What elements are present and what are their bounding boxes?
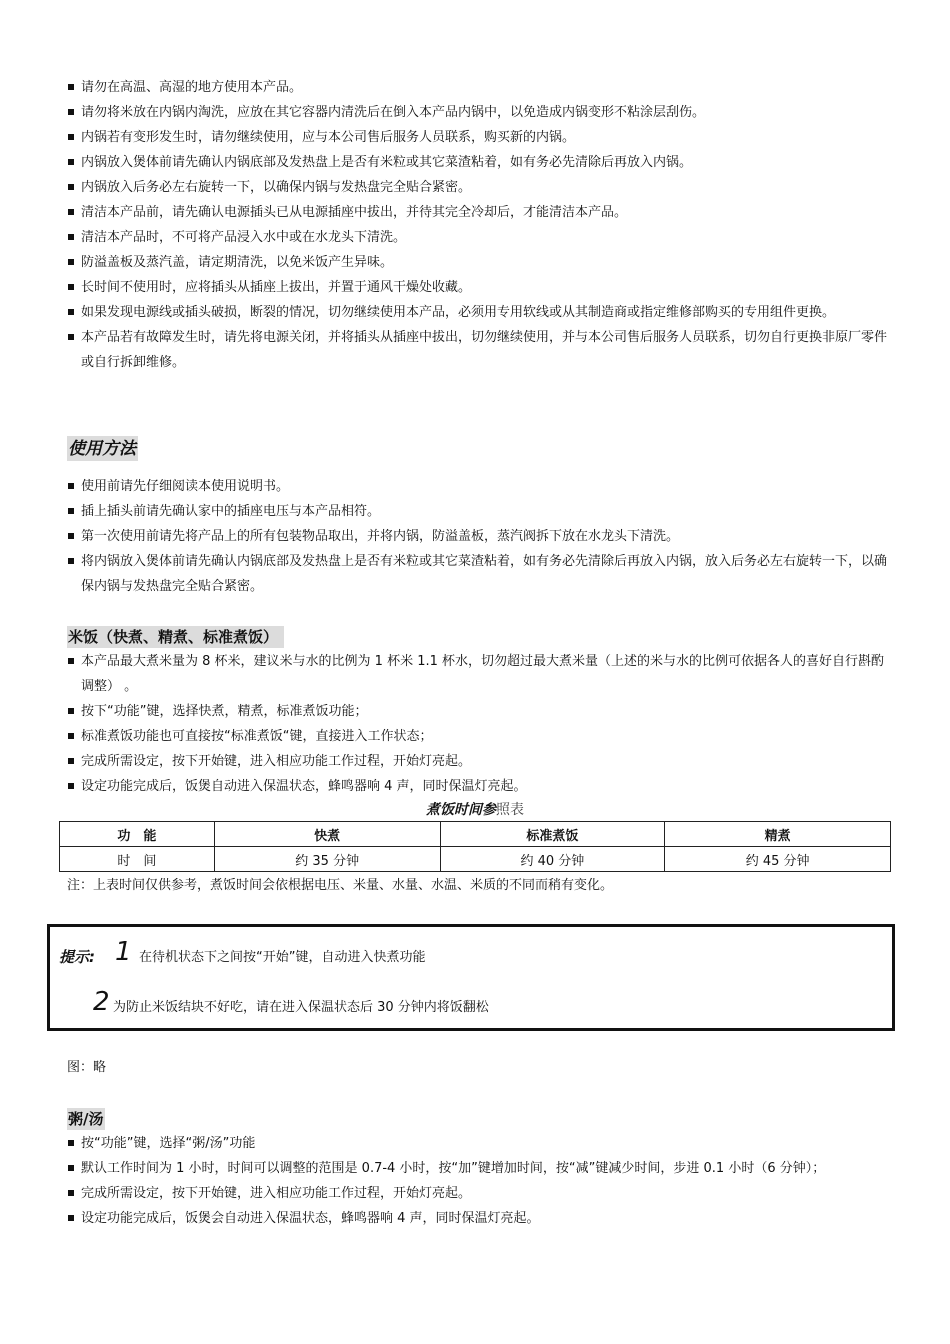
usage-list: [67, 474, 887, 599]
list-item: 请勿将米放在内锅内淘洗，应放在其它容器内清洗后在倒入本产品内锅中，以免造成内锅变形不粘涂层刮伤。: [67, 100, 887, 125]
table-cell: 时 间: [60, 847, 215, 872]
list-item: 完成所需设定，按下开始键，进入相应功能工作过程，开始灯亮起。: [67, 749, 887, 774]
list-item: 请勿在高温、高湿的地方使用本产品。: [67, 75, 887, 100]
safety-list: [67, 75, 887, 375]
list-item: 长时间不使用时，应将插头从插座上拔出，并置于通风干燥处收藏。: [67, 275, 887, 300]
tip-number: 1: [115, 937, 132, 967]
table-cell: 约 45 分钟: [665, 847, 891, 872]
list-item: 设定功能完成后，饭煲会自动进入保温状态，蜂鸣器响 4 声，同时保温灯亮起。: [67, 1206, 887, 1231]
list-item: 设定功能完成后，饭煲自动进入保温状态，蜂鸣器响 4 声，同时保温灯亮起。: [67, 774, 887, 799]
list-item: 第一次使用前请先将产品上的所有包装物品取出，并将内锅，防溢盖板，蒸汽阀拆下放在水龙头下清洗。: [67, 524, 887, 549]
list-item: 插上插头前请先确认家中的插座电压与本产品相符。: [67, 499, 887, 524]
list-item: 本产品若有故障发生时，请先将电源关闭，并将插头从插座中拔出，切勿继续使用，并与本公司售后服务人员联系，切勿自行更换非原厂零件或自行拆卸维修。: [67, 325, 887, 375]
table-caption-main: 煮饭时间参: [426, 802, 496, 818]
list-item: 按下“功能”键，选择快煮，精煮，标准煮饭功能；: [67, 699, 887, 724]
tip-box: [47, 924, 895, 1031]
tip-text: 在待机状态下之间按“开始”键，自动进入快煮功能: [139, 950, 426, 965]
list-item: 默认工作时间为 1 小时，时间可以调整的范围是 0.7-4 小时，按“加”键增加时间，按“减”键减少时间，步进 0.1 小时（6 分钟）；: [67, 1156, 887, 1181]
table-row: [60, 847, 891, 872]
list-item: 内锅若有变形发生时，请勿继续使用，应与本公司售后服务人员联系，购买新的内锅。: [67, 125, 887, 150]
table-caption-tail: 照表: [496, 802, 524, 818]
list-item: 标准煮饭功能也可直接按“标准煮饭“键，直接进入工作状态；: [67, 724, 887, 749]
list-item: 内锅放入煲体前请先确认内锅底部及发热盘上是否有米粒或其它菜渣粘着，如有务必先清除后再放入内锅。: [67, 150, 887, 175]
tip-text: 为防止米饭结块不好吃，请在进入保温状态后 30 分钟内将饭翻松: [113, 1000, 489, 1015]
list-item: 本产品最大煮米量为 8 杯米，建议米与水的比例为 1 杯米 1.1 杯水，切勿超过最大煮米量（上述的米与水的比例可依据各人的喜好自行斟酌调整） 。: [67, 649, 887, 699]
list-item: 内锅放入后务必左右旋转一下，以确保内锅与发热盘完全贴合紧密。: [67, 175, 887, 200]
porridge-heading: 粥/汤: [68, 1110, 104, 1128]
rice-list: [67, 649, 887, 799]
table-header-cell: 快煮: [214, 822, 440, 847]
porridge-list: [67, 1131, 887, 1231]
figure-note: 图：略: [67, 1060, 107, 1075]
table-header-cell: 精煮: [665, 822, 891, 847]
table-header-row: [60, 822, 891, 847]
usage-heading: 使用方法: [67, 436, 138, 461]
tip-number: 2: [93, 987, 110, 1017]
cooking-time-table: [59, 821, 891, 872]
list-item: 防溢盖板及蒸汽盖，请定期清洗，以免米饭产生异味。: [67, 250, 887, 275]
list-item: 如果发现电源线或插头破损，断裂的情况，切勿继续使用本产品，必须用专用软线或从其制造商或指定维修部购买的专用组件更换。: [67, 300, 887, 325]
list-item: 将内锅放入煲体前请先确认内锅底部及发热盘上是否有米粒或其它菜渣粘着，如有务必先清除后再放入内锅，放入后务必左右旋转一下，以确保内锅与发热盘完全贴合紧密。: [67, 549, 887, 599]
list-item: 完成所需设定，按下开始键，进入相应功能工作过程，开始灯亮起。: [67, 1181, 887, 1206]
table-note: 注：上表时间仅供参考，煮饭时间会依根据电压、米量、水量、水温、米质的不同而稍有变化。: [67, 878, 614, 893]
table-cell: 约 40 分钟: [440, 847, 665, 872]
list-item: 清洁本产品时，不可将产品浸入水中或在水龙头下清洗。: [67, 225, 887, 250]
list-item: 清洁本产品前，请先确认电源插头已从电源插座中拔出，并待其完全冷却后，才能清洁本产品。: [67, 200, 887, 225]
table-caption: [60, 800, 890, 820]
list-item: 使用前请先仔细阅读本使用说明书。: [67, 474, 887, 499]
table-header-cell: 标准煮饭: [440, 822, 665, 847]
rice-heading: 米饭（快煮、精煮、标准煮饭）: [67, 626, 284, 648]
list-item: 按“功能”键，选择“粥/汤”功能: [67, 1131, 887, 1156]
tip-label: 提示:: [59, 948, 95, 966]
table-header-cell: 功 能: [60, 822, 215, 847]
table-cell: 约 35 分钟: [214, 847, 440, 872]
